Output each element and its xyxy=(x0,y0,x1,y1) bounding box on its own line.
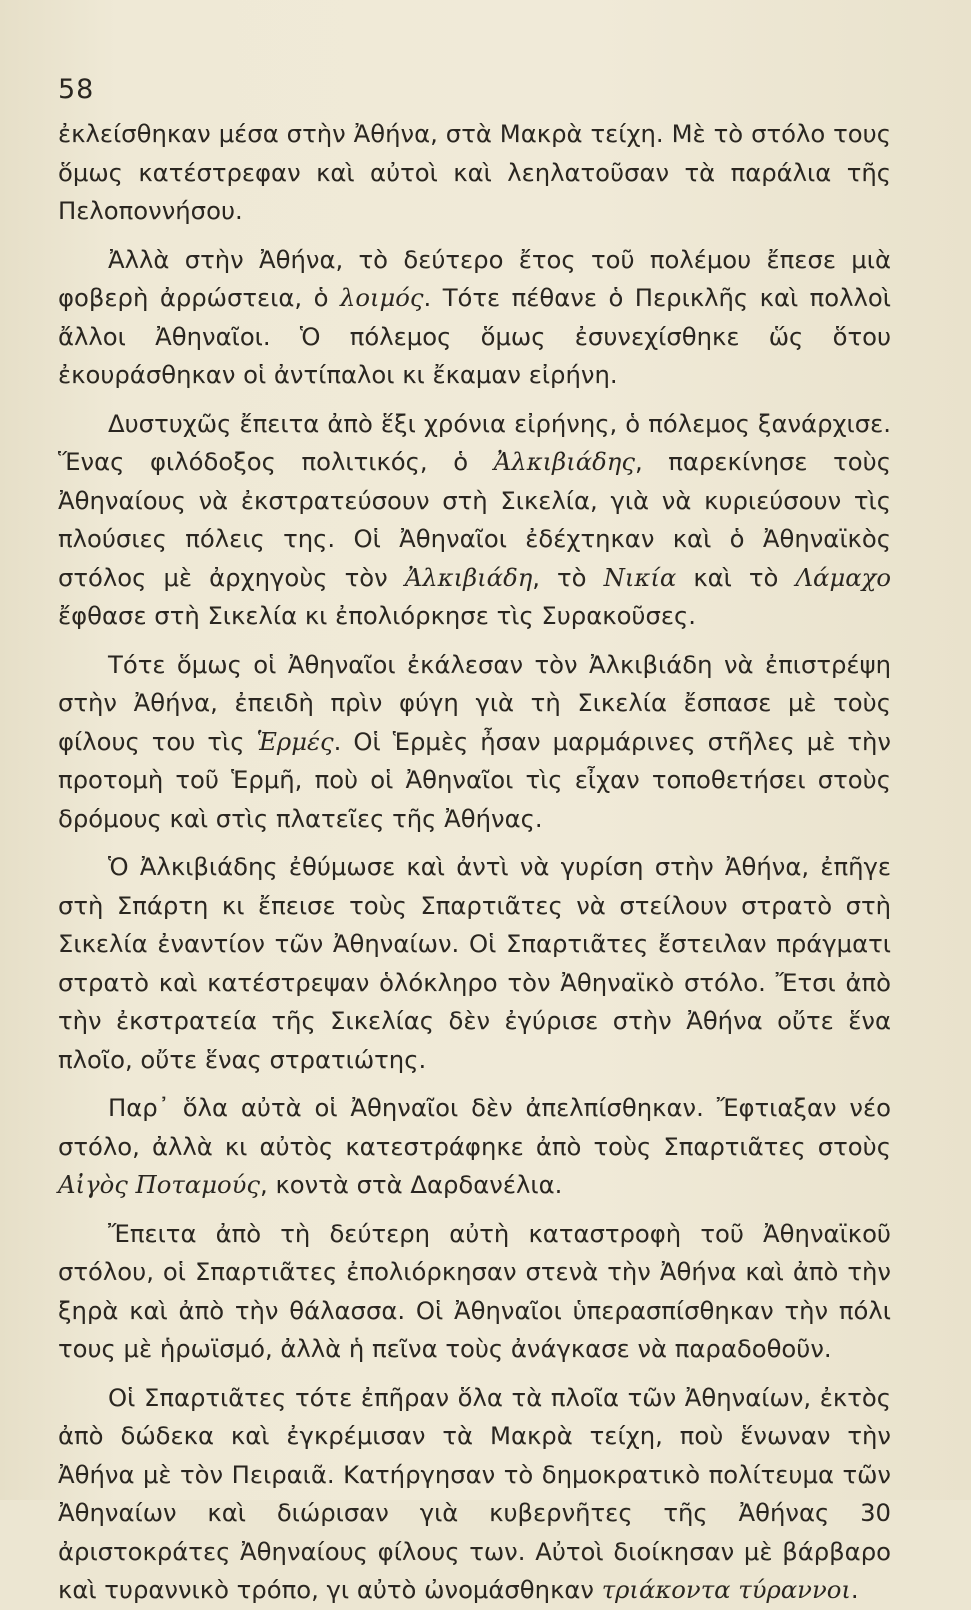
text-segment: , παρεκίνησε τοὺς Ἀθηναίους νὰ ἐκστρατεύσουν στὴ Σικελία, γιὰ νὰ κυριεύσουν τὶς πλούσιες πόλεις της. Οἱ Ἀθηναῖοι ἐδέχτηκαν καὶ ὁ Ἀθηναϊκὸς στόλος μὲ ἀρχηγοὺς τὸν xyxy=(58,447,891,592)
text-segment: καὶ τὸ xyxy=(676,562,796,592)
text-segment: , κοντὰ στὰ Δαρδανέλια. xyxy=(260,1170,563,1199)
italic-term: Ἀλκιβιάδη xyxy=(404,562,533,592)
paragraph xyxy=(58,1089,891,1205)
text-segment: ἔφθασε στὴ Σικελία κι ἐπολιόρκησε τὶς Συρακοῦσες. xyxy=(58,601,697,630)
text-segment: Παρ᾿ ὅλα αὐτὰ οἱ Ἀθηναῖοι δὲν ἀπελπίσθηκαν. Ἔφτιαξαν νέο στόλο, ἀλλὰ κι αὐτὸς κατεστράφηκε ἀπὸ τοὺς Σπαρτιᾶτες στοὺς xyxy=(58,1093,891,1161)
italic-term: Αἰγὸς Ποταμούς xyxy=(58,1170,261,1199)
paragraph xyxy=(58,405,891,636)
paragraph xyxy=(58,1379,891,1610)
page-number: 58 xyxy=(58,74,95,105)
paragraph xyxy=(58,241,891,395)
italic-term: Ἑρμές xyxy=(256,726,334,756)
text-segment: . Οἱ Ἑρμὲς ἦσαν μαρμάρινες στῆλες μὲ τὴν προτομὴ τοῦ Ἑρμῆ, ποὺ οἱ Ἀθηναῖοι τὶς εἶχαν τοποθετήσει στοὺς δρόμους καὶ στὶς πλατεῖες τῆς Ἀθήνας. xyxy=(58,726,891,833)
text-segment: Δυστυχῶς ἔπειτα ἀπὸ ἕξι χρόνια εἰρήνης, ὁ πόλεμος ξανάρχισε. Ἕνας φιλόδοξος πολιτικός, ὁ xyxy=(58,408,891,476)
paragraph xyxy=(58,848,891,1079)
paragraph xyxy=(58,1215,891,1369)
text-segment: , τὸ xyxy=(532,562,604,592)
italic-term: Λάμαχο xyxy=(795,562,891,592)
text-segment: Ἀλλὰ στὴν Ἀθήνα, τὸ δεύτερο ἔτος τοῦ πολέμου ἔπεσε μιὰ φοβερὴ ἀρρώστεια, ὁ xyxy=(58,244,891,312)
text-segment: Ἔπειτα ἀπὸ τὴ δεύτερη αὐτὴ καταστροφὴ τοῦ Ἀθηναϊκοῦ στόλου, οἱ Σπαρτιᾶτες ἐπολιόρκησαν στενὰ τὴν Ἀθήνα καὶ ἀπὸ τὴν ξηρὰ καὶ ἀπὸ τὴν θάλασσα. Οἱ Ἀθηναῖοι ὑπερασπίσθηκαν τὴν πόλι τους μὲ ἡρωϊσμό, ἀλλὰ ἡ πεῖνα τοὺς ἀνάγκασε νὰ παραδοθοῦν. xyxy=(58,1218,891,1363)
text-segment: Ὁ Ἀλκιβιάδης ἐθύμωσε καὶ ἀντὶ νὰ γυρίση στὴν Ἀθήνα, ἐπῆγε στὴ Σπάρτη κι ἔπεισε τοὺς Σπαρτιᾶτες νὰ στείλουν στρατὸ στὴ Σικελία ἐναντίον τῶν Ἀθηναίων. Οἱ Σπαρτιᾶτες ἔστειλαν πράγματι στρατὸ καὶ κατέστρεψαν ὁλόκληρο τὸν Ἀθηναϊκὸ στόλο. Ἔτσι ἀπὸ τὴν ἐκστρατεία τῆς Σικελίας δὲν ἐγύρισε στὴν Ἀθήνα οὔτε ἕνα πλοῖο, οὔτε ἕνας στρατιώτης. xyxy=(58,852,891,1074)
italic-term: λοιμός xyxy=(339,283,424,312)
text-segment: . xyxy=(850,1575,859,1604)
italic-term: Ἀλκιβιάδης xyxy=(493,447,635,476)
italic-term: Νικία xyxy=(603,562,677,592)
italic-term: τριάκοντα τύραννοι xyxy=(601,1575,851,1604)
body-text xyxy=(58,115,891,1610)
paragraph xyxy=(58,646,891,839)
text-segment: ἐκλείσθηκαν μέσα στὴν Ἀθήνα, στὰ Μακρὰ τείχη. Μὲ τὸ στόλο τους ὅμως κατέστρεφαν καὶ αὐτοὶ καὶ λεηλατοῦσαν τὰ παράλια τῆς Πελοποννήσου. xyxy=(58,119,891,225)
text-segment: Οἱ Σπαρτιᾶτες τότε ἐπῆραν ὅλα τὰ πλοῖα τῶν Ἀθηναίων, ἐκτὸς ἀπὸ δώδεκα καὶ ἐγκρέμισαν τὰ Μακρὰ τείχη, ποὺ ἕνωναν τὴν Ἀθήνα μὲ τὸν Πειραιᾶ. Κατήργησαν τὸ δημοκρατικὸ πολίτευμα τῶν Ἀθηναίων καὶ διώρισαν γιὰ κυβερνῆτες τῆς Ἀθήνας 30 ἀριστοκράτες Ἀθηναίους φίλους των. Αὐτοὶ διοίκησαν μὲ βάρβαρο καὶ τυραννικὸ τρόπο, γι αὐτὸ ὠνομάσθηκαν xyxy=(58,1382,891,1604)
paragraph xyxy=(58,115,891,231)
text-segment: Τότε ὅμως οἱ Ἀθηναῖοι ἐκάλεσαν τὸν Ἀλκιβιάδη νὰ ἐπιστρέψη στὴν Ἀθήνα, ἐπειδὴ πρὶν φύγη γιὰ τὴ Σικελία ἔσπασε μὲ τοὺς φίλους του τὶς xyxy=(58,649,891,756)
text-segment: . Τότε πέθανε ὁ Περικλῆς καὶ πολλοὶ ἄλλοι Ἀθηναῖοι. Ὁ πόλεμος ὅμως ἐσυνεχίσθηκε ὥς ὅτου ἐκουράσθηκαν οἱ ἀντίπαλοι κι ἔκαμαν εἰρήνη. xyxy=(58,283,892,389)
